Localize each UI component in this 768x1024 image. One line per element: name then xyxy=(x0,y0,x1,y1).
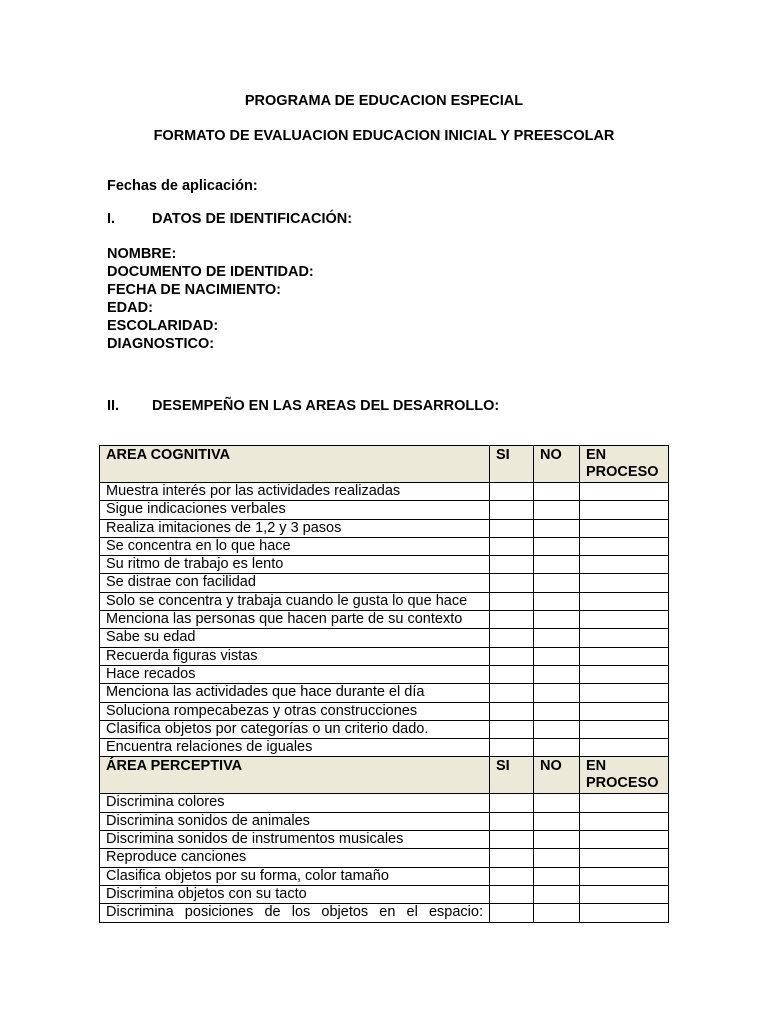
si-checkbox-cell[interactable] xyxy=(490,849,534,867)
criterion-text: Su ritmo de trabajo es lento xyxy=(106,556,284,573)
en-proceso-checkbox-cell[interactable] xyxy=(580,684,669,702)
en-proceso-checkbox-cell[interactable] xyxy=(580,812,669,830)
si-checkbox-cell[interactable] xyxy=(490,501,534,519)
criterion-label xyxy=(100,592,490,610)
criterion-label xyxy=(100,501,490,519)
field-fecha-nacimiento: FECHA DE NACIMIENTO: xyxy=(107,282,281,298)
si-checkbox-cell[interactable] xyxy=(490,812,534,830)
no-checkbox-cell[interactable] xyxy=(534,794,580,812)
no-checkbox-cell[interactable] xyxy=(534,629,580,647)
no-checkbox-cell[interactable] xyxy=(534,574,580,592)
identification-fields xyxy=(107,245,314,353)
en-proceso-checkbox-cell[interactable] xyxy=(580,574,669,592)
si-checkbox-cell[interactable] xyxy=(490,867,534,885)
column-si-header: SI xyxy=(490,446,534,483)
criterion-label xyxy=(100,867,490,885)
criterion-row xyxy=(100,684,669,702)
si-checkbox-cell[interactable] xyxy=(490,684,534,702)
area-header-row xyxy=(100,446,669,483)
criterion-text: Se distrae con facilidad xyxy=(106,574,256,591)
criterion-label xyxy=(100,904,490,922)
criterion-text: Se concentra en lo que hace xyxy=(106,537,291,554)
no-checkbox-cell[interactable] xyxy=(534,501,580,519)
criterion-row xyxy=(100,867,669,885)
no-checkbox-cell[interactable] xyxy=(534,812,580,830)
criterion-row xyxy=(100,537,669,555)
section-2-heading: DESEMPEÑO EN LAS AREAS DEL DESARROLLO: xyxy=(152,398,500,414)
document-subtitle: FORMATO DE EVALUACION EDUCACION INICIAL Y PREESCOLAR xyxy=(153,128,615,144)
en-proceso-checkbox-cell[interactable] xyxy=(580,501,669,519)
field-escolaridad: ESCOLARIDAD: xyxy=(107,318,219,334)
area-header-row xyxy=(100,757,669,794)
criterion-label xyxy=(100,739,490,757)
criterion-row xyxy=(100,592,669,610)
criterion-row xyxy=(100,794,669,812)
criterion-label xyxy=(100,665,490,683)
en-proceso-checkbox-cell[interactable] xyxy=(580,556,669,574)
en-proceso-checkbox-cell[interactable] xyxy=(580,647,669,665)
no-checkbox-cell[interactable] xyxy=(534,483,580,501)
en-proceso-checkbox-cell[interactable] xyxy=(580,849,669,867)
criterion-text: Encuentra relaciones de iguales xyxy=(106,739,313,756)
no-checkbox-cell[interactable] xyxy=(534,849,580,867)
no-checkbox-cell[interactable] xyxy=(534,519,580,537)
criterion-label xyxy=(100,849,490,867)
criterion-row xyxy=(100,519,669,537)
si-checkbox-cell[interactable] xyxy=(490,647,534,665)
si-checkbox-cell[interactable] xyxy=(490,611,534,629)
en-proceso-checkbox-cell[interactable] xyxy=(580,794,669,812)
criterion-label xyxy=(100,812,490,830)
si-checkbox-cell[interactable] xyxy=(490,483,534,501)
si-checkbox-cell[interactable] xyxy=(490,702,534,720)
criterion-label xyxy=(100,537,490,555)
en-proceso-checkbox-cell[interactable] xyxy=(580,665,669,683)
evaluation-table xyxy=(99,445,669,923)
no-checkbox-cell[interactable] xyxy=(534,684,580,702)
criterion-row xyxy=(100,904,669,922)
no-checkbox-cell[interactable] xyxy=(534,611,580,629)
no-checkbox-cell[interactable] xyxy=(534,720,580,738)
si-checkbox-cell[interactable] xyxy=(490,574,534,592)
criterion-row xyxy=(100,831,669,849)
criterion-text: Discrimina sonidos de instrumentos musicales xyxy=(106,831,404,848)
criterion-text: Clasifica objetos por su forma, color tamaño xyxy=(106,867,389,884)
field-edad: EDAD: xyxy=(107,300,153,316)
en-proceso-checkbox-cell[interactable] xyxy=(580,592,669,610)
field-documento: DOCUMENTO DE IDENTIDAD: xyxy=(107,264,314,280)
criterion-label xyxy=(100,702,490,720)
criterion-row xyxy=(100,611,669,629)
column-no-header: NO xyxy=(534,446,580,483)
en-proceso-checkbox-cell[interactable] xyxy=(580,885,669,903)
criterion-label xyxy=(100,556,490,574)
en-proceso-checkbox-cell[interactable] xyxy=(580,904,669,922)
criterion-label xyxy=(100,629,490,647)
criterion-row xyxy=(100,629,669,647)
no-checkbox-cell[interactable] xyxy=(534,592,580,610)
criterion-text: Hace recados xyxy=(106,665,196,682)
criterion-text: Muestra interés por las actividades realizadas xyxy=(106,483,401,499)
column-en-proceso-header: EN PROCESO xyxy=(580,757,669,794)
en-proceso-checkbox-cell[interactable] xyxy=(580,720,669,738)
si-checkbox-cell[interactable] xyxy=(490,665,534,683)
criterion-row xyxy=(100,556,669,574)
criterion-row xyxy=(100,849,669,867)
criterion-text: Clasifica objetos por categorías o un criterio dado. xyxy=(106,720,429,737)
criterion-text: Menciona las actividades que hace durante el día xyxy=(106,684,425,701)
criterion-row xyxy=(100,574,669,592)
en-proceso-checkbox-cell[interactable] xyxy=(580,739,669,757)
si-checkbox-cell[interactable] xyxy=(490,885,534,903)
criterion-text: Discrimina colores xyxy=(106,794,225,811)
si-checkbox-cell[interactable] xyxy=(490,519,534,537)
column-si-header: SI xyxy=(490,757,534,794)
si-checkbox-cell[interactable] xyxy=(490,556,534,574)
criterion-row xyxy=(100,501,669,519)
criterion-text: Soluciona rompecabezas y otras construcciones xyxy=(106,702,418,719)
criterion-row xyxy=(100,665,669,683)
criterion-text: Sabe su edad xyxy=(106,629,196,646)
criterion-text: Recuerda figuras vistas xyxy=(106,647,258,664)
criterion-text: Menciona las personas que hacen parte de su contexto xyxy=(106,611,463,628)
criterion-text: Discrimina objetos con su tacto xyxy=(106,885,307,902)
criterion-text: Sigue indicaciones verbales xyxy=(106,501,286,518)
en-proceso-checkbox-cell[interactable] xyxy=(580,519,669,537)
document-title: PROGRAMA DE EDUCACION ESPECIAL xyxy=(244,93,524,109)
field-diagnostico: DIAGNOSTICO: xyxy=(107,336,215,352)
area-name-cell: AREA COGNITIVA xyxy=(100,446,490,483)
section-2-numeral: II. xyxy=(107,398,120,414)
criterion-label xyxy=(100,574,490,592)
criterion-row xyxy=(100,647,669,665)
en-proceso-checkbox-cell[interactable] xyxy=(580,483,669,501)
si-checkbox-cell[interactable] xyxy=(490,537,534,555)
no-checkbox-cell[interactable] xyxy=(534,702,580,720)
criterion-label xyxy=(100,483,490,501)
section-1-heading: DATOS DE IDENTIFICACIÓN: xyxy=(152,211,353,227)
si-checkbox-cell[interactable] xyxy=(490,592,534,610)
si-checkbox-cell[interactable] xyxy=(490,739,534,757)
criterion-label xyxy=(100,519,490,537)
si-checkbox-cell[interactable] xyxy=(490,720,534,738)
criterion-label xyxy=(100,684,490,702)
criterion-row xyxy=(100,885,669,903)
criterion-label xyxy=(100,647,490,665)
en-proceso-checkbox-cell[interactable] xyxy=(580,867,669,885)
no-checkbox-cell[interactable] xyxy=(534,739,580,757)
criterion-text: Reproduce canciones xyxy=(106,849,247,866)
no-checkbox-cell[interactable] xyxy=(534,665,580,683)
en-proceso-checkbox-cell[interactable] xyxy=(580,831,669,849)
criterion-label xyxy=(100,885,490,903)
criterion-label xyxy=(100,720,490,738)
no-checkbox-cell[interactable] xyxy=(534,885,580,903)
no-checkbox-cell[interactable] xyxy=(534,556,580,574)
en-proceso-checkbox-cell[interactable] xyxy=(580,537,669,555)
criterion-row xyxy=(100,739,669,757)
criterion-row xyxy=(100,812,669,830)
no-checkbox-cell[interactable] xyxy=(534,537,580,555)
en-proceso-checkbox-cell[interactable] xyxy=(580,629,669,647)
criterion-row xyxy=(100,702,669,720)
si-checkbox-cell[interactable] xyxy=(490,794,534,812)
area-name-cell: ÁREA PERCEPTIVA xyxy=(100,757,490,794)
no-checkbox-cell[interactable] xyxy=(534,831,580,849)
criterion-text: Discrimina posiciones de los objetos en el espacio: xyxy=(106,904,483,921)
criterion-text: Realiza imitaciones de 1,2 y 3 pasos xyxy=(106,519,342,536)
en-proceso-checkbox-cell[interactable] xyxy=(580,611,669,629)
criterion-label xyxy=(100,794,490,812)
si-checkbox-cell[interactable] xyxy=(490,831,534,849)
dates-label: Fechas de aplicación: xyxy=(107,178,258,194)
criterion-label xyxy=(100,611,490,629)
column-en-proceso-header: EN PROCESO xyxy=(580,446,669,483)
si-checkbox-cell[interactable] xyxy=(490,904,534,922)
si-checkbox-cell[interactable] xyxy=(490,629,534,647)
criterion-label xyxy=(100,831,490,849)
no-checkbox-cell[interactable] xyxy=(534,867,580,885)
en-proceso-checkbox-cell[interactable] xyxy=(580,702,669,720)
criterion-row xyxy=(100,720,669,738)
criterion-text: Solo se concentra y trabaja cuando le gusta lo que hace xyxy=(106,592,468,609)
criterion-row xyxy=(100,483,669,501)
criterion-text: Discrimina sonidos de animales xyxy=(106,812,310,829)
field-nombre: NOMBRE: xyxy=(107,246,177,262)
no-checkbox-cell[interactable] xyxy=(534,904,580,922)
no-checkbox-cell[interactable] xyxy=(534,647,580,665)
column-no-header: NO xyxy=(534,757,580,794)
section-1-numeral: I. xyxy=(107,211,116,227)
